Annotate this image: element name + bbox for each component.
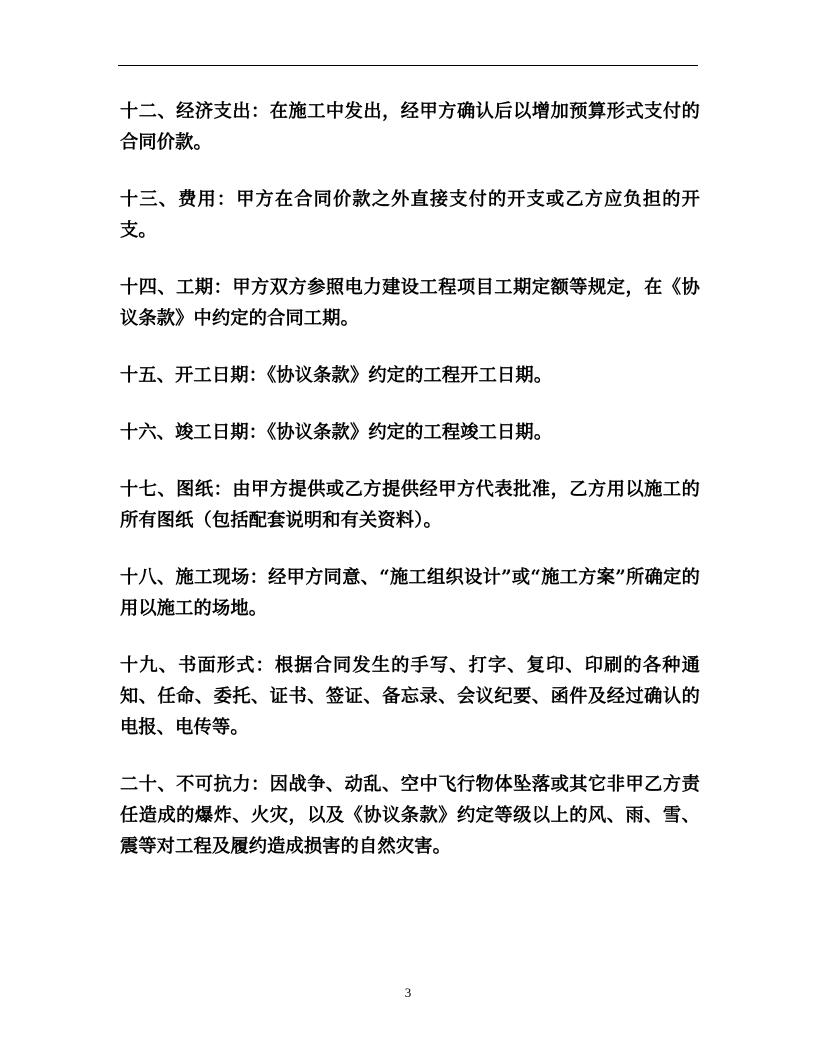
page-number: 3 <box>404 985 412 1000</box>
clause-15: 十五、开工日期：《协议条款》约定的工程开工日期。 <box>120 365 553 386</box>
clause-17: 十七、图纸：由甲方提供或乙方提供经甲方代表批准，乙方用以施工的所有图纸（包括配套说明和有关资料）。 <box>120 479 700 531</box>
clause-12: 十二、经济支出：在施工中发出，经甲方确认后以增加预算形式支付的合同价款。 <box>120 101 700 153</box>
document-body <box>120 96 700 888</box>
clause-16: 十六、竣工日期：《协议条款》约定的工程竣工日期。 <box>120 422 553 443</box>
clause-19: 十九、书面形式：根据合同发生的手写、打字、复印、印刷的各种通知、任命、委托、证书、签证、备忘录、会议纪要、函件及经过确认的电报、电传等。 <box>120 655 700 738</box>
clause-20: 二十、不可抗力：因战争、动乱、空中飞行物体坠落或其它非甲乙方责任造成的爆炸、火灾，以及《协议条款》约定等级以上的风、雨、雪、震等对工程及履约造成损害的自然灾害。 <box>120 774 700 857</box>
clause-13: 十三、费用：甲方在合同价款之外直接支付的开支或乙方应负担的开支。 <box>120 189 700 241</box>
header-rule <box>118 65 698 66</box>
clause-18: 十八、施工现场：经甲方同意、“施工组织设计”或“施工方案”所确定的用以施工的场地。 <box>120 567 700 619</box>
clause-14: 十四、工期：甲方双方参照电力建设工程项目工期定额等规定，在《协议条款》中约定的合同工期。 <box>120 277 700 329</box>
